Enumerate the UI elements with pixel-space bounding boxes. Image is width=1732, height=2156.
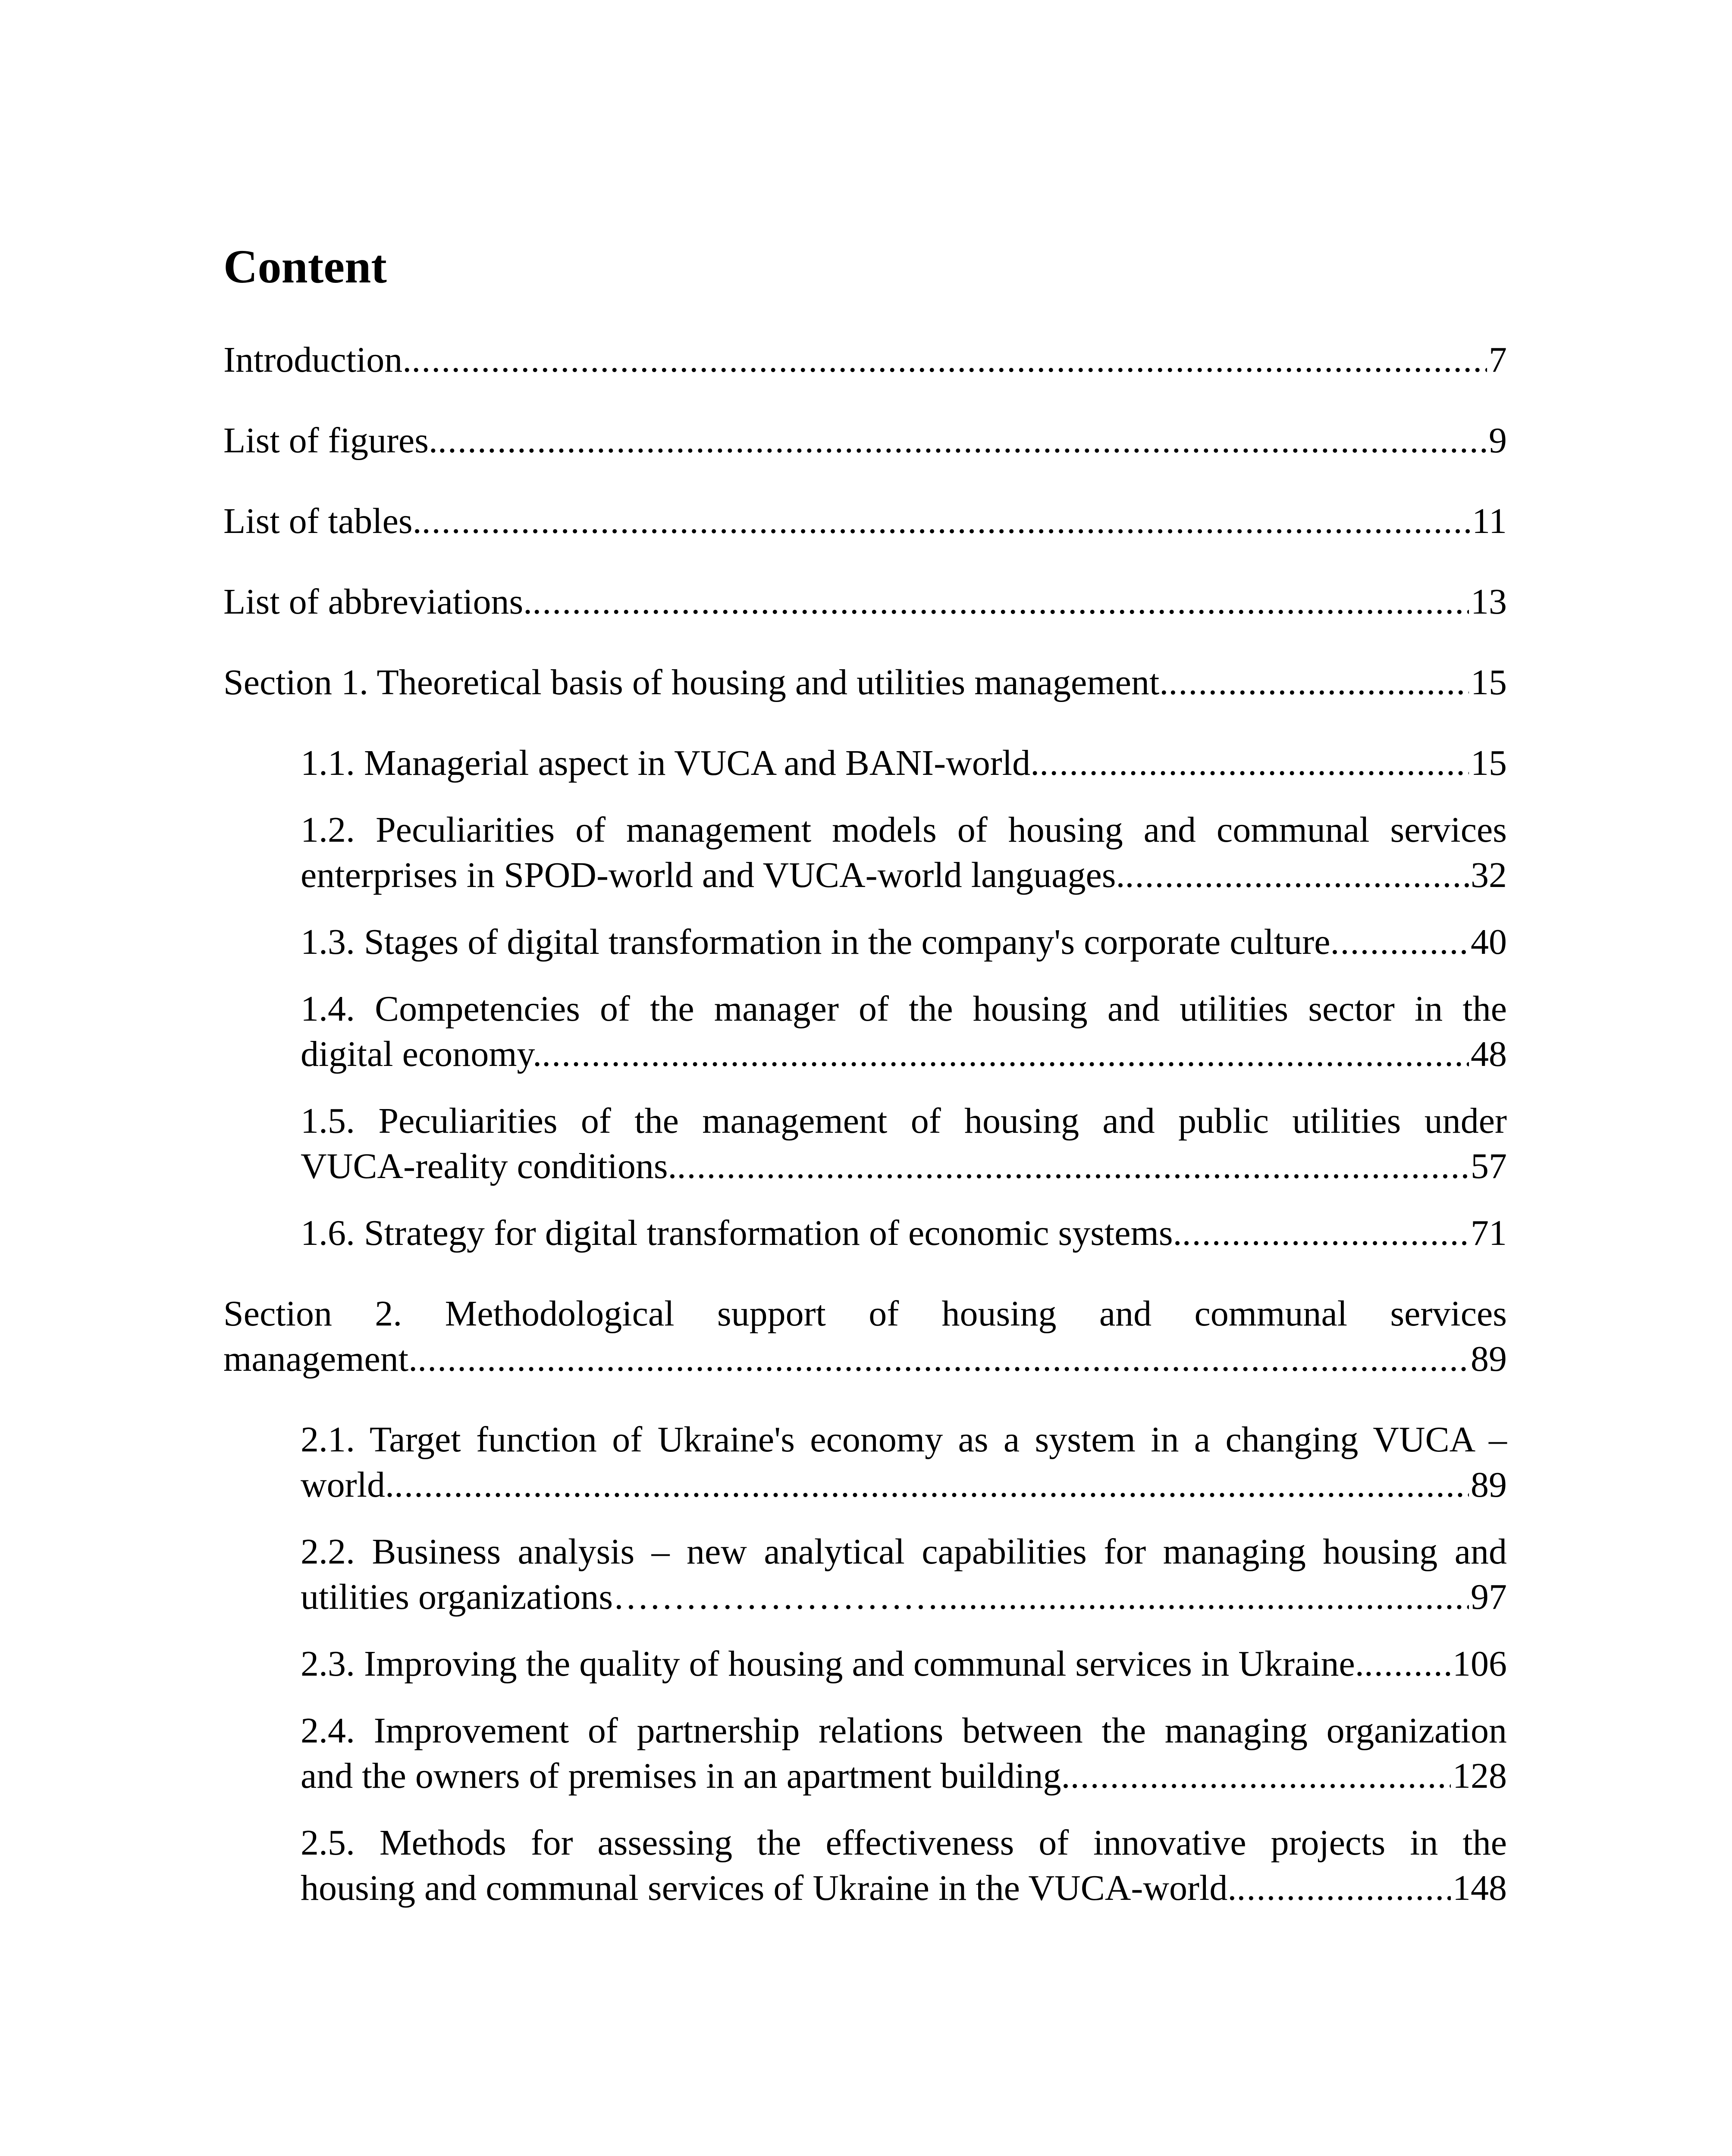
toc-entry-label: List of abbreviations. (223, 582, 533, 622)
toc-entry-section-2 (223, 1291, 1507, 1382)
toc-entry-label: Section 1. Theoretical basis of housing and utilities management. (223, 662, 1169, 702)
toc-entry-2-2 (223, 1529, 1507, 1620)
toc-entry-list-of-abbreviations (223, 579, 1507, 624)
toc-page-number: 128 (1453, 1756, 1507, 1796)
toc-entry-1-6 (223, 1210, 1507, 1256)
dot-leader (1182, 1210, 1469, 1256)
toc-entry-1-4 (223, 986, 1507, 1077)
toc-entry-label: 1.1. Managerial aspect in VUCA and BANI-world. (301, 743, 1040, 783)
toc-page-number: 48 (1471, 1034, 1507, 1074)
toc-entry-label: and the owners of premises in an apartment building. (301, 1756, 1070, 1796)
toc-page-number: 7 (1489, 340, 1507, 380)
dot-leader (411, 337, 1487, 382)
toc-page-number: 57 (1471, 1146, 1507, 1186)
toc-page-number: 148 (1453, 1868, 1507, 1908)
dot-leader (438, 418, 1487, 463)
toc-entry-label-line-1: 2.2. Business analysis – new analytical capabilities for managing housing and (301, 1532, 1507, 1572)
toc-entry-label-line-1: 1.5. Peculiarities of the management of housing and public utilities under (301, 1101, 1507, 1141)
toc-entry-label-line-1: Section 2. Methodological support of housing and communal services (223, 1294, 1507, 1334)
toc-page-number: 9 (1489, 420, 1507, 461)
dot-leader (417, 1336, 1469, 1382)
toc-entry-label: utilities organizations……………………… (301, 1577, 939, 1617)
toc-page-number: 71 (1471, 1213, 1507, 1253)
dot-leader (1168, 660, 1469, 705)
toc-entry-label: world. (301, 1465, 394, 1505)
toc-entry-2-3 (223, 1641, 1507, 1686)
toc-entry-label-line-1: 1.4. Competencies of the manager of the housing and utilities sector in the (301, 989, 1507, 1029)
dot-leader (1330, 919, 1469, 965)
toc-entry-2-5 (223, 1820, 1507, 1911)
toc-entry-introduction (223, 337, 1507, 382)
toc-entry-label: List of tables. (223, 501, 422, 541)
toc-entry-label: List of figures. (223, 420, 438, 461)
dot-leader (1125, 852, 1469, 898)
dot-leader (939, 1574, 1469, 1620)
toc-entry-section-1 (223, 660, 1507, 705)
table-of-contents (223, 337, 1507, 1932)
toc-entry-1-3 (223, 919, 1507, 965)
dot-leader (394, 1462, 1469, 1507)
toc-page-number: 106 (1453, 1644, 1507, 1684)
toc-page-number: 13 (1471, 582, 1507, 622)
toc-entry-2-1 (223, 1417, 1507, 1507)
toc-page-number: 32 (1471, 855, 1507, 895)
page-title: Content (223, 240, 387, 293)
toc-entry-label: housing and communal services of Ukraine in the VUCA-world. (301, 1868, 1237, 1908)
toc-entry-label-line-1: 1.2. Peculiarities of management models of housing and communal services (301, 810, 1507, 850)
toc-page-number: 11 (1472, 501, 1507, 541)
toc-entry-label: Introduction. (223, 340, 412, 380)
dot-leader (542, 1031, 1469, 1077)
toc-entry-1-1 (223, 740, 1507, 786)
toc-entry-label: 2.3. Improving the quality of housing and communal services in Ukraine. (301, 1644, 1364, 1684)
toc-entry-label-line-1: 2.1. Target function of Ukraine's economy as a system in a changing VUCA – (301, 1420, 1507, 1460)
toc-page-number: 97 (1471, 1577, 1507, 1617)
toc-entry-label: digital economy. (301, 1034, 542, 1074)
toc-entry-label-line-1: 2.4. Improvement of partnership relations between the managing organization (301, 1711, 1507, 1751)
dot-leader (1039, 740, 1469, 786)
toc-entry-label-line-1: 2.5. Methods for assessing the effectiveness of innovative projects in the (301, 1823, 1507, 1863)
toc-entry-label: 1.3. Stages of digital transformation in the company's corporate culture (301, 922, 1330, 962)
toc-entry-1-5 (223, 1098, 1507, 1189)
dot-leader (677, 1144, 1469, 1189)
dot-leader (422, 498, 1471, 544)
toc-entry-label: management. (223, 1339, 418, 1379)
toc-page-number: 15 (1471, 743, 1507, 783)
dot-leader (532, 579, 1469, 624)
toc-entry-label: 1.6. Strategy for digital transformation of economic systems. (301, 1213, 1182, 1253)
toc-entry-list-of-figures (223, 418, 1507, 463)
toc-entry-label: VUCA-reality conditions. (301, 1146, 677, 1186)
toc-entry-2-4 (223, 1708, 1507, 1799)
toc-page-number: 89 (1471, 1465, 1507, 1505)
toc-page-number: 89 (1471, 1339, 1507, 1379)
toc-page-number: 15 (1471, 662, 1507, 702)
dot-leader (1364, 1641, 1451, 1686)
toc-page-number: 40 (1471, 922, 1507, 962)
dot-leader (1236, 1865, 1451, 1911)
dot-leader (1070, 1753, 1451, 1799)
toc-entry-1-2 (223, 807, 1507, 898)
toc-entry-list-of-tables (223, 498, 1507, 544)
toc-entry-label: enterprises in SPOD-world and VUCA-world languages. (301, 855, 1125, 895)
